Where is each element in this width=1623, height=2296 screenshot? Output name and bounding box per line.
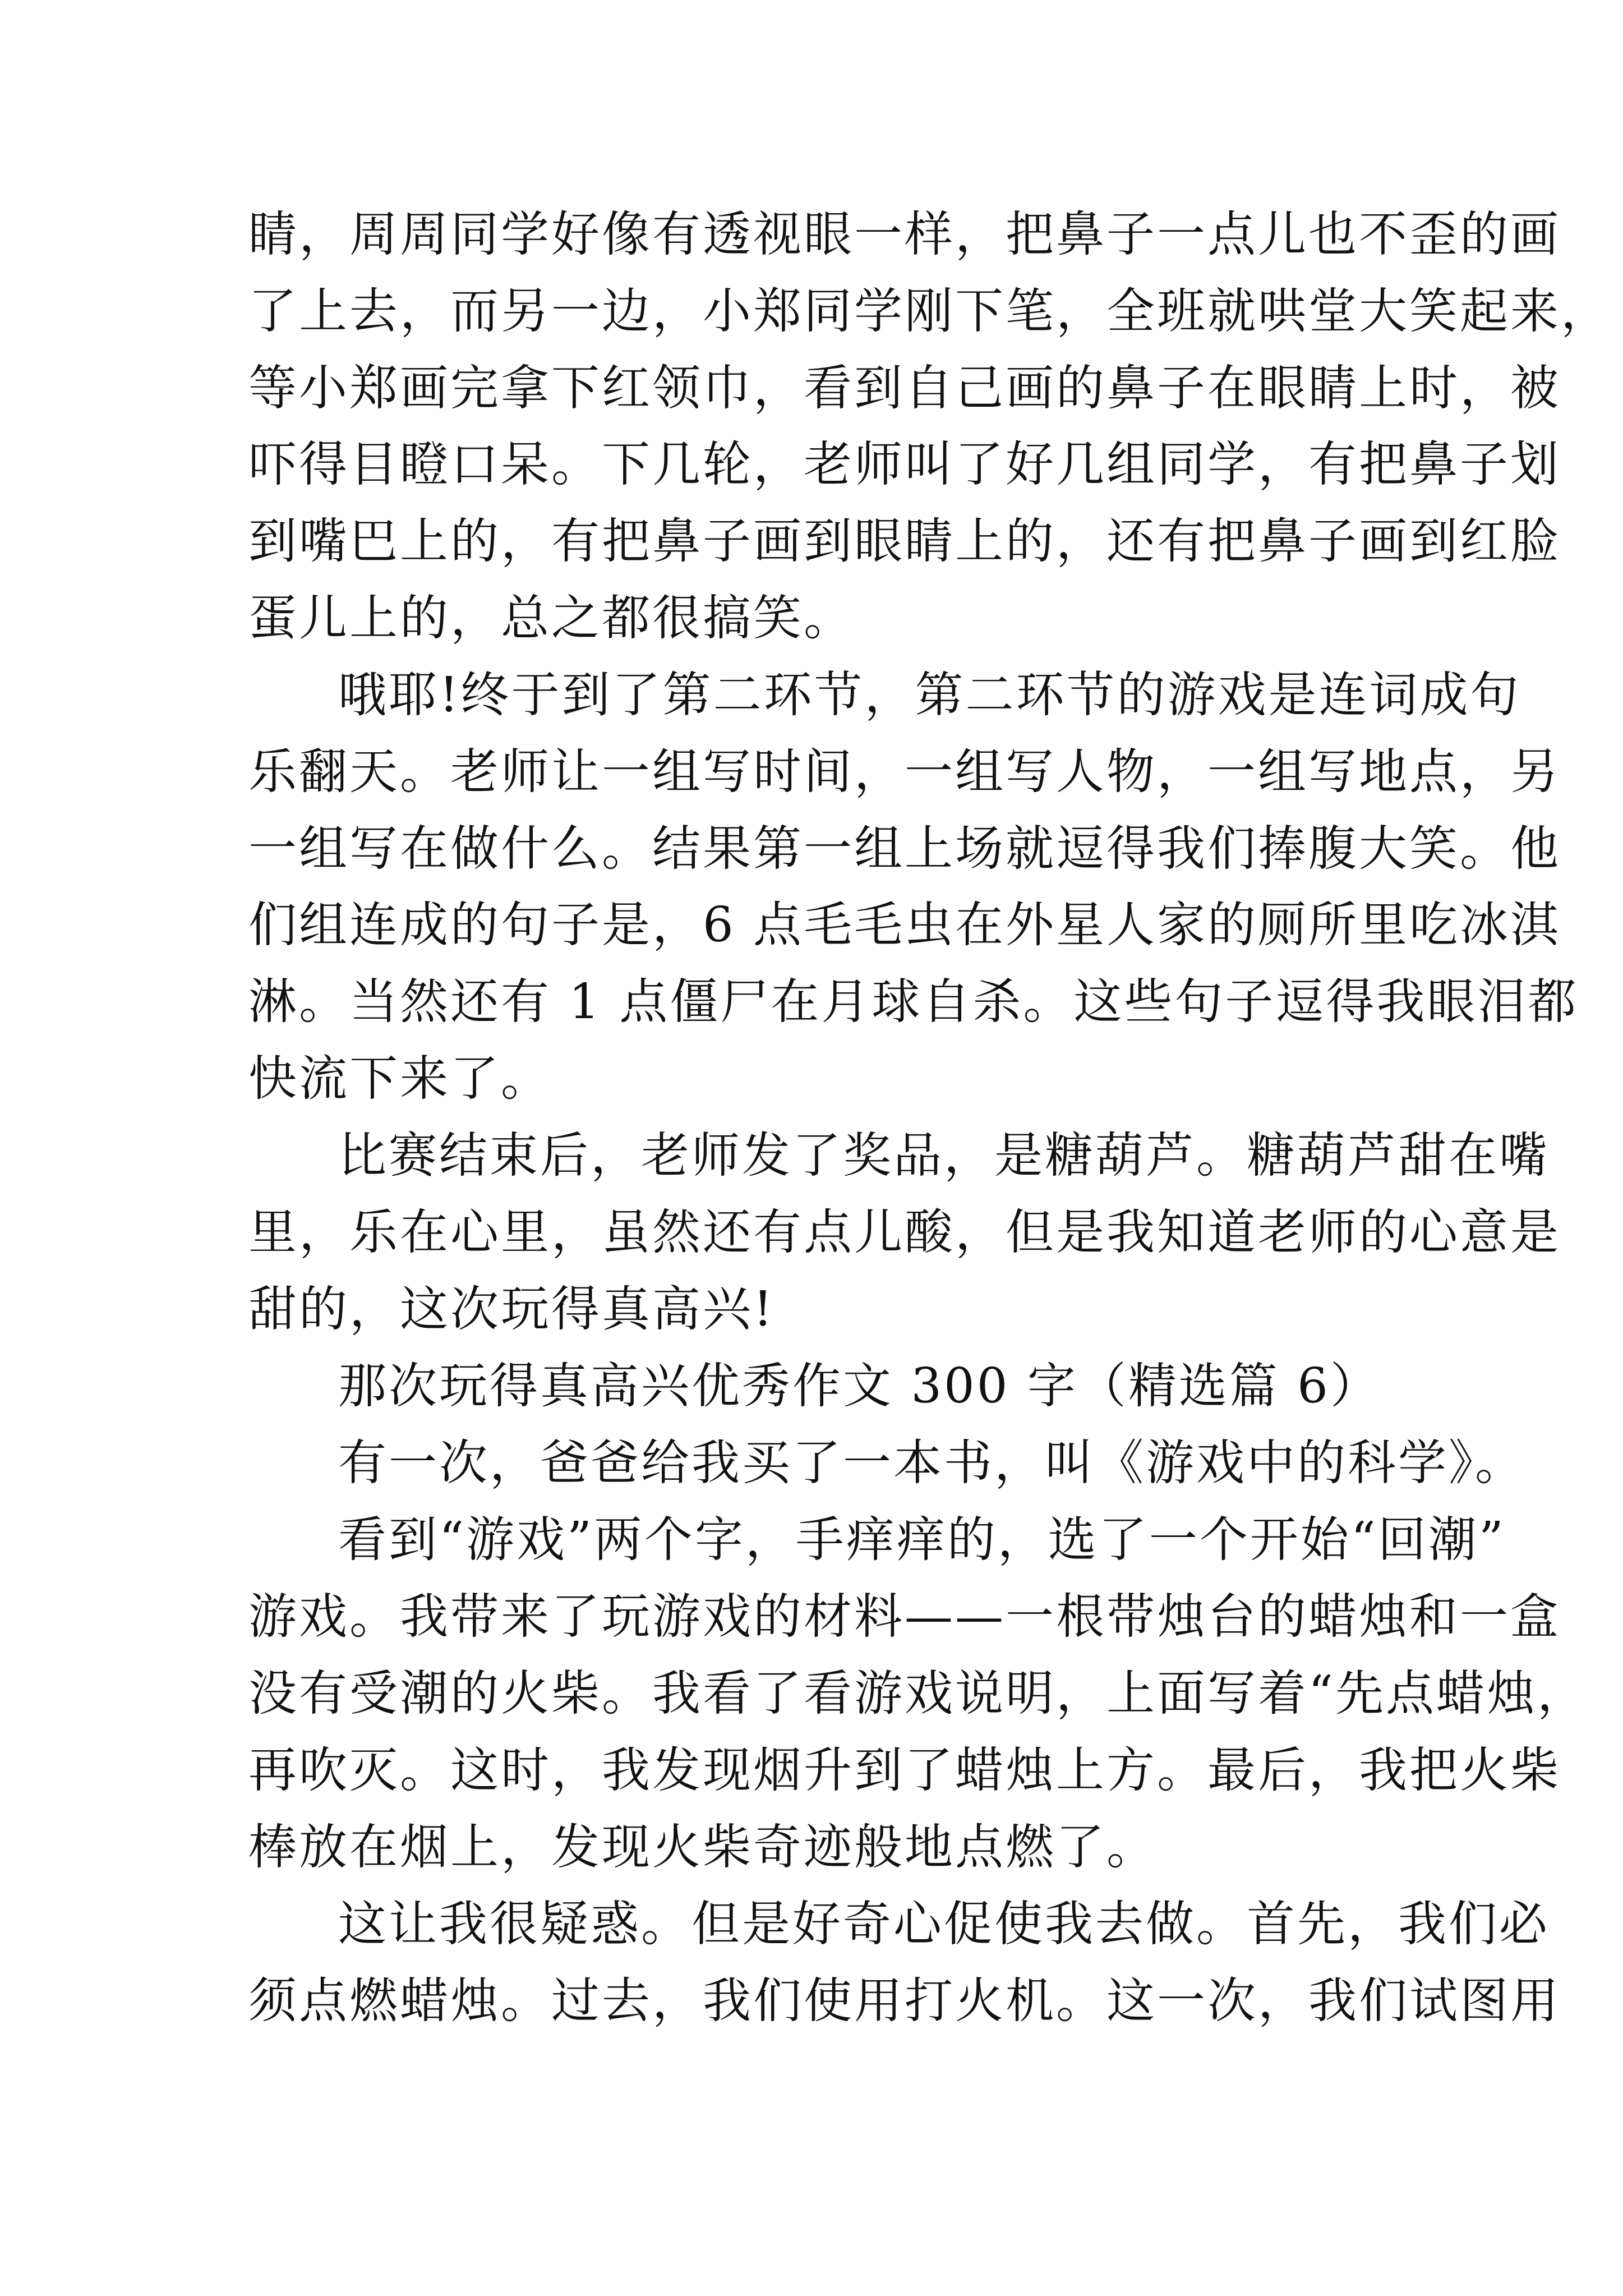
text-line: 吓得目瞪口呆。下几轮，老师叫了好几组同学，有把鼻子划 bbox=[248, 436, 1561, 493]
paragraph-first-line: 这让我很疑惑。但是好奇心促使我去做。首先，我们必 bbox=[338, 1896, 1550, 1952]
text-line: 乐翻天。老师让一组写时间，一组写人物，一组写地点，另 bbox=[248, 744, 1561, 800]
text-line: 没有受潮的火柴。我看了看游戏说明，上面写着“先点蜡烛， bbox=[248, 1665, 1588, 1722]
text-line: 里，乐在心里，虽然还有点儿酸，但是我知道老师的心意是 bbox=[248, 1204, 1561, 1260]
paragraph-first-line: 看到“游戏”两个字，手痒痒的，选了一个开始“回潮” bbox=[338, 1512, 1506, 1568]
text-line: 蛋儿上的，总之都很搞笑。 bbox=[248, 590, 854, 646]
text-line: 了上去，而另一边，小郑同学刚下笔，全班就哄堂大笑起来， bbox=[248, 283, 1611, 339]
text-line: 须点燃蜡烛。过去，我们使用打火机。这一次，我们试图用 bbox=[248, 1973, 1561, 2029]
text-line: 一组写在做什么。结果第一组上场就逗得我们捧腹大笑。他 bbox=[248, 821, 1561, 877]
text-line: 等小郑画完拿下红领巾，看到自己画的鼻子在眼睛上时，被 bbox=[248, 360, 1561, 416]
text-line: 睛，周周同学好像有透视眼一样，把鼻子一点儿也不歪的画 bbox=[248, 206, 1561, 263]
paragraph-first-line: 哦耶!终于到了第二环节，第二环节的游戏是连词成句 bbox=[338, 667, 1521, 723]
text-line: 棒放在烟上，发现火柴奇迹般地点燃了。 bbox=[248, 1819, 1157, 1875]
text-line: 们组连成的句子是，6 点毛毛虫在外星人家的厕所里吃冰淇 bbox=[248, 897, 1561, 953]
text-line: 甜的，这次玩得真高兴! bbox=[248, 1281, 775, 1337]
paragraph-first-line: 比赛结束后，老师发了奖品，是糖葫芦。糖葫芦甜在嘴 bbox=[338, 1128, 1550, 1184]
text-line: 到嘴巴上的，有把鼻子画到眼睛上的，还有把鼻子画到红脸 bbox=[248, 513, 1561, 569]
text-line: 淋。当然还有 1 点僵尸在月球自杀。这些句子逗得我眼泪都 bbox=[248, 974, 1579, 1030]
paragraph-first-line: 有一次，爸爸给我买了一本书，叫《游戏中的科学》。 bbox=[338, 1435, 1525, 1491]
text-line: 游戏。我带来了玩游戏的材料——一根带烛台的蜡烛和一盒 bbox=[248, 1589, 1561, 1645]
section-title: 那次玩得真高兴优秀作文 300 字（精选篇 6） bbox=[338, 1358, 1381, 1414]
text-line: 再吹灭。这时，我发现烟升到了蜡烛上方。最后，我把火柴 bbox=[248, 1742, 1561, 1798]
text-line: 快流下来了。 bbox=[248, 1051, 551, 1107]
